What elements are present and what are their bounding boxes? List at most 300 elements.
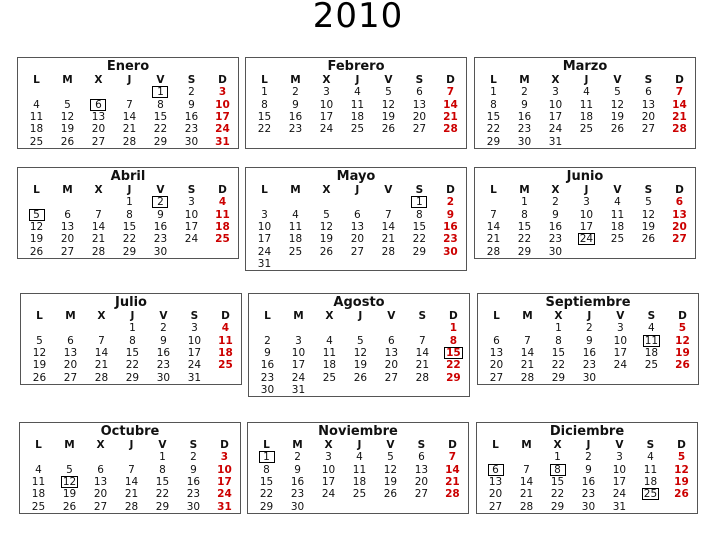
day-cell: 12 (381, 98, 396, 111)
day-cell: 15 (486, 111, 501, 124)
highlighted-day: 1 (152, 86, 168, 98)
day-cell: 2 (552, 196, 559, 209)
day-cell: 1 (159, 451, 166, 464)
weekday-header: M (293, 310, 304, 323)
day-cell (207, 245, 238, 257)
weekday-header: J (586, 439, 591, 452)
day-cell: 30 (156, 371, 171, 384)
day-cell: 30 (290, 500, 305, 513)
highlighted-day: 12 (62, 476, 77, 489)
week-row (24, 322, 241, 334)
weekday-header: V (387, 310, 396, 323)
day-cell: 23 (443, 233, 458, 246)
day-cell: 24 (257, 245, 272, 258)
weekday-header: L (263, 439, 270, 452)
day-cell: 19 (319, 233, 334, 246)
day-cell (636, 371, 667, 383)
weekday-header: X (553, 439, 562, 452)
month-name: Junio (566, 169, 604, 184)
month-name: Enero (106, 59, 150, 74)
week-row (478, 233, 695, 245)
day-cell: 24 (215, 123, 230, 136)
day-cell: 7 (490, 208, 497, 221)
weekday-header: M (292, 439, 303, 452)
month-agosto (248, 293, 470, 397)
day-cell: 4 (354, 86, 361, 99)
day-cell: 19 (62, 488, 77, 501)
day-cell (635, 500, 666, 512)
day-cell: 10 (579, 208, 594, 221)
month-junio (474, 167, 696, 259)
day-cell: 21 (91, 233, 106, 246)
day-cell: 16 (517, 111, 532, 124)
day-cell: 14 (520, 347, 535, 360)
weekday-header-row (249, 184, 466, 196)
day-cell: 3 (325, 451, 332, 464)
month-name: Marzo (562, 59, 608, 74)
day-cell: 7 (446, 86, 455, 99)
highlighted-day: 1 (411, 196, 427, 208)
day-cell: 26 (381, 123, 396, 136)
weekday-header: X (551, 74, 560, 87)
day-cell: 6 (675, 196, 684, 209)
day-cell: 28 (122, 135, 137, 148)
day-cell: 29 (122, 245, 137, 258)
week-row (478, 196, 695, 208)
week-row (249, 196, 466, 208)
day-cell: 2 (446, 196, 455, 209)
day-cell: 17 (548, 111, 563, 124)
day-cell: 17 (613, 347, 628, 360)
day-cell: 22 (412, 233, 427, 246)
weekday-header: J (130, 310, 135, 323)
day-cell: 7 (523, 463, 530, 476)
highlighted-day: 2 (152, 196, 168, 208)
day-cell (667, 371, 698, 383)
day-cell: 10 (217, 463, 232, 476)
week-row (478, 221, 695, 233)
day-cell: 4 (648, 322, 655, 335)
month-grid (24, 310, 241, 384)
month-grid (21, 184, 238, 258)
day-cell (571, 233, 602, 245)
week-row (478, 86, 695, 98)
weekday-header: J (357, 439, 362, 452)
day-cell: 16 (582, 347, 597, 360)
day-cell: 15 (517, 221, 532, 234)
weekday-header: L (493, 310, 500, 323)
day-cell (280, 196, 311, 208)
day-cell: 21 (415, 359, 430, 372)
day-cell: 4 (221, 322, 230, 335)
day-cell: 6 (493, 334, 500, 347)
day-cell: 14 (381, 221, 396, 234)
day-cell: 30 (260, 383, 275, 396)
day-cell: 19 (675, 347, 690, 360)
highlighted-day: 6 (488, 464, 504, 476)
day-cell: 5 (614, 86, 621, 99)
day-cell (83, 196, 114, 208)
weekday-header: J (127, 74, 132, 87)
week-row (251, 500, 468, 512)
day-cell: 25 (579, 123, 594, 136)
day-cell (252, 322, 283, 334)
week-row (478, 123, 695, 135)
month-octubre (19, 422, 241, 514)
day-cell: 25 (610, 233, 625, 246)
day-cell: 26 (383, 488, 398, 501)
day-cell: 10 (187, 334, 202, 347)
day-cell: 2 (521, 86, 528, 99)
day-cell (376, 384, 407, 396)
weekday-header: S (418, 310, 427, 323)
week-row (21, 233, 238, 245)
weekday-header-row (478, 74, 695, 86)
day-cell: 4 (35, 463, 42, 476)
day-cell: 4 (583, 86, 590, 99)
day-cell: 18 (215, 221, 230, 234)
weekday-header: M (522, 310, 533, 323)
weekday-header: M (521, 439, 532, 452)
weekday-header: V (158, 439, 167, 452)
highlighted-day: 6 (90, 99, 106, 111)
day-cell: 27 (384, 371, 399, 384)
day-cell: 26 (675, 359, 690, 372)
day-cell: 25 (31, 500, 46, 513)
weekday-header: J (587, 310, 592, 323)
day-cell: 22 (486, 123, 501, 136)
month-grid (478, 74, 695, 148)
day-cell: 11 (579, 98, 594, 111)
day-cell: 5 (387, 451, 394, 464)
day-cell: 12 (353, 347, 368, 360)
day-cell: 14 (94, 347, 109, 360)
day-cell: 10 (184, 208, 199, 221)
day-cell: 19 (353, 359, 368, 372)
day-cell: 13 (488, 476, 503, 489)
day-cell: 5 (645, 196, 652, 209)
day-cell: 20 (412, 111, 427, 124)
weekday-header: S (189, 439, 198, 452)
weekday-header: S (644, 74, 653, 87)
week-row (249, 233, 466, 245)
day-cell (406, 500, 437, 512)
weekday-header: X (96, 439, 105, 452)
day-cell: 31 (548, 135, 563, 148)
day-cell: 14 (445, 463, 460, 476)
week-row (249, 258, 466, 270)
day-cell (633, 135, 664, 147)
day-cell: 27 (93, 500, 108, 513)
day-cell: 10 (215, 98, 230, 111)
day-cell: 11 (350, 98, 365, 111)
day-cell: 21 (122, 123, 137, 136)
day-cell: 25 (29, 135, 44, 148)
day-cell: 3 (323, 86, 330, 99)
month-febrero (245, 57, 467, 149)
month-mayo (245, 167, 467, 271)
week-row (481, 347, 698, 359)
day-cell: 8 (129, 334, 136, 347)
day-cell: 10 (613, 334, 628, 347)
day-cell: 27 (350, 245, 365, 258)
weekday-header: X (551, 184, 560, 197)
day-cell (605, 371, 636, 383)
day-cell: 30 (582, 371, 597, 384)
day-cell: 12 (32, 347, 47, 360)
day-cell: 15 (153, 111, 168, 124)
day-cell: 21 (94, 359, 109, 372)
weekday-header: L (35, 439, 42, 452)
day-cell: 29 (446, 371, 461, 384)
weekday-header: S (647, 310, 656, 323)
day-cell: 24 (613, 359, 628, 372)
day-cell: 13 (384, 347, 399, 360)
day-cell: 1 (449, 322, 458, 335)
month-name: Febrero (327, 59, 385, 74)
year-title: 2010 (312, 0, 404, 36)
day-cell: 13 (93, 476, 108, 489)
day-cell: 6 (64, 208, 71, 221)
month-julio (20, 293, 242, 385)
day-cell: 7 (95, 208, 102, 221)
weekday-header: X (325, 310, 334, 323)
day-cell: 29 (259, 500, 274, 513)
day-cell: 7 (448, 451, 457, 464)
day-cell (54, 451, 85, 463)
weekday-header: J (129, 439, 134, 452)
day-cell: 18 (31, 488, 46, 501)
weekday-header: J (127, 184, 132, 197)
day-cell (480, 451, 511, 463)
weekday-header: M (62, 74, 73, 87)
day-cell: 23 (517, 123, 532, 136)
day-cell (635, 488, 666, 500)
day-cell: 20 (672, 221, 687, 234)
day-cell: 9 (292, 98, 299, 111)
month-name: Julio (115, 295, 147, 310)
day-cell: 4 (614, 196, 621, 209)
weekday-header: L (490, 184, 497, 197)
week-row (480, 451, 697, 463)
day-cell: 27 (672, 233, 687, 246)
day-cell: 20 (93, 488, 108, 501)
day-cell: 22 (551, 359, 566, 372)
day-cell: 20 (63, 359, 78, 372)
day-cell: 14 (443, 98, 458, 111)
day-cell: 8 (555, 334, 562, 347)
weekday-header: V (386, 439, 395, 452)
week-row (249, 209, 466, 221)
weekday-header: S (644, 184, 653, 197)
day-cell: 11 (352, 463, 367, 476)
week-row (21, 135, 238, 147)
weekday-header: D (677, 439, 686, 452)
day-cell (435, 258, 466, 270)
day-cell: 10 (548, 98, 563, 111)
day-cell: 17 (184, 221, 199, 234)
day-cell: 22 (259, 488, 274, 501)
weekday-header-row (252, 310, 469, 322)
day-cell: 12 (641, 208, 656, 221)
day-cell: 9 (157, 208, 164, 221)
weekday-header-row (21, 184, 238, 196)
week-row (249, 221, 466, 233)
weekday-header: X (324, 439, 333, 452)
day-cell: 3 (616, 451, 623, 464)
day-cell (480, 464, 511, 476)
week-row (21, 245, 238, 257)
weekday-header: V (156, 184, 165, 197)
week-row (478, 245, 695, 257)
day-cell: 15 (155, 476, 170, 489)
day-cell: 25 (352, 488, 367, 501)
day-cell (664, 245, 695, 257)
week-row (24, 347, 241, 359)
day-cell (633, 245, 664, 257)
month-name: Septiembre (545, 295, 631, 310)
day-cell: 26 (60, 135, 75, 148)
day-cell (511, 451, 542, 463)
week-row (24, 359, 241, 371)
weekday-header: L (36, 310, 43, 323)
day-cell: 6 (388, 334, 395, 347)
weekday-header: J (584, 184, 589, 197)
weekday-header-row (481, 310, 698, 322)
day-cell: 19 (383, 476, 398, 489)
day-cell: 20 (350, 233, 365, 246)
day-cell: 11 (29, 111, 44, 124)
day-cell: 22 (517, 233, 532, 246)
day-cell: 11 (610, 208, 625, 221)
day-cell: 28 (94, 371, 109, 384)
day-cell (314, 384, 345, 396)
day-cell: 22 (153, 123, 168, 136)
day-cell: 16 (184, 111, 199, 124)
day-cell: 1 (554, 451, 561, 464)
day-cell: 12 (60, 111, 75, 124)
day-cell: 12 (675, 334, 690, 347)
day-cell: 31 (257, 257, 272, 270)
day-cell (373, 196, 404, 208)
day-cell: 21 (381, 233, 396, 246)
day-cell: 15 (259, 476, 274, 489)
day-cell (344, 500, 375, 512)
day-cell (283, 322, 314, 334)
weekday-header: M (65, 310, 76, 323)
week-row (480, 464, 697, 476)
day-cell: 10 (257, 221, 272, 234)
day-cell: 8 (263, 463, 270, 476)
day-cell: 9 (586, 334, 593, 347)
day-cell: 29 (412, 245, 427, 258)
day-cell: 21 (519, 488, 534, 501)
day-cell: 7 (524, 334, 531, 347)
day-cell: 19 (674, 476, 689, 489)
day-cell: 12 (674, 463, 689, 476)
day-cell: 9 (264, 347, 271, 360)
day-cell: 28 (486, 245, 501, 258)
day-cell: 16 (153, 221, 168, 234)
day-cell: 14 (124, 476, 139, 489)
highlighted-day: 24 (579, 233, 594, 246)
week-row (249, 111, 466, 123)
day-cell: 10 (319, 98, 334, 111)
day-cell: 21 (445, 476, 460, 489)
day-cell: 5 (64, 98, 71, 111)
day-cell: 8 (126, 208, 133, 221)
day-cell: 23 (548, 233, 563, 246)
day-cell: 3 (188, 196, 195, 209)
day-cell: 1 (490, 86, 497, 99)
day-cell: 14 (122, 111, 137, 124)
day-cell (251, 451, 282, 463)
weekday-header: S (190, 310, 199, 323)
day-cell (249, 196, 280, 208)
week-row (23, 500, 240, 512)
day-cell: 4 (647, 451, 654, 464)
weekday-header: D (448, 439, 457, 452)
day-cell: 24 (187, 359, 202, 372)
day-cell: 6 (416, 86, 423, 99)
weekday-header-row (21, 74, 238, 86)
weekday-header-row (251, 439, 468, 451)
weekday-header: V (613, 184, 622, 197)
week-row (249, 245, 466, 257)
week-row (252, 384, 469, 396)
day-cell: 24 (321, 488, 336, 501)
week-row (249, 123, 466, 135)
day-cell: 15 (122, 221, 137, 234)
day-cell (571, 135, 602, 147)
day-cell: 29 (551, 371, 566, 384)
day-cell: 4 (33, 98, 40, 111)
day-cell (52, 196, 83, 208)
weekday-header: X (322, 74, 331, 87)
day-cell: 20 (488, 488, 503, 501)
week-row (251, 488, 468, 500)
day-cell: 6 (418, 451, 425, 464)
day-cell: 20 (414, 476, 429, 489)
day-cell: 26 (62, 500, 77, 513)
highlighted-day: 11 (644, 334, 659, 347)
day-cell: 25 (288, 245, 303, 258)
weekday-header: V (156, 74, 165, 87)
day-cell: 7 (675, 86, 684, 99)
day-cell: 15 (550, 476, 565, 489)
day-cell: 18 (610, 221, 625, 234)
week-row (21, 209, 238, 221)
day-cell: 5 (66, 463, 73, 476)
weekday-header: V (616, 310, 625, 323)
weekday-header: X (97, 310, 106, 323)
day-cell: 15 (257, 111, 272, 124)
week-row (21, 196, 238, 208)
day-cell: 27 (412, 123, 427, 136)
day-cell: 18 (322, 359, 337, 372)
day-cell: 10 (321, 463, 336, 476)
week-row (21, 86, 238, 98)
day-cell: 1 (261, 86, 268, 99)
day-cell: 8 (521, 208, 528, 221)
day-cell: 28 (415, 371, 430, 384)
week-row (480, 488, 697, 500)
day-cell: 21 (672, 111, 687, 124)
week-row (478, 209, 695, 221)
day-cell: 10 (612, 463, 627, 476)
day-cell: 21 (520, 359, 535, 372)
weekday-header: J (358, 310, 363, 323)
